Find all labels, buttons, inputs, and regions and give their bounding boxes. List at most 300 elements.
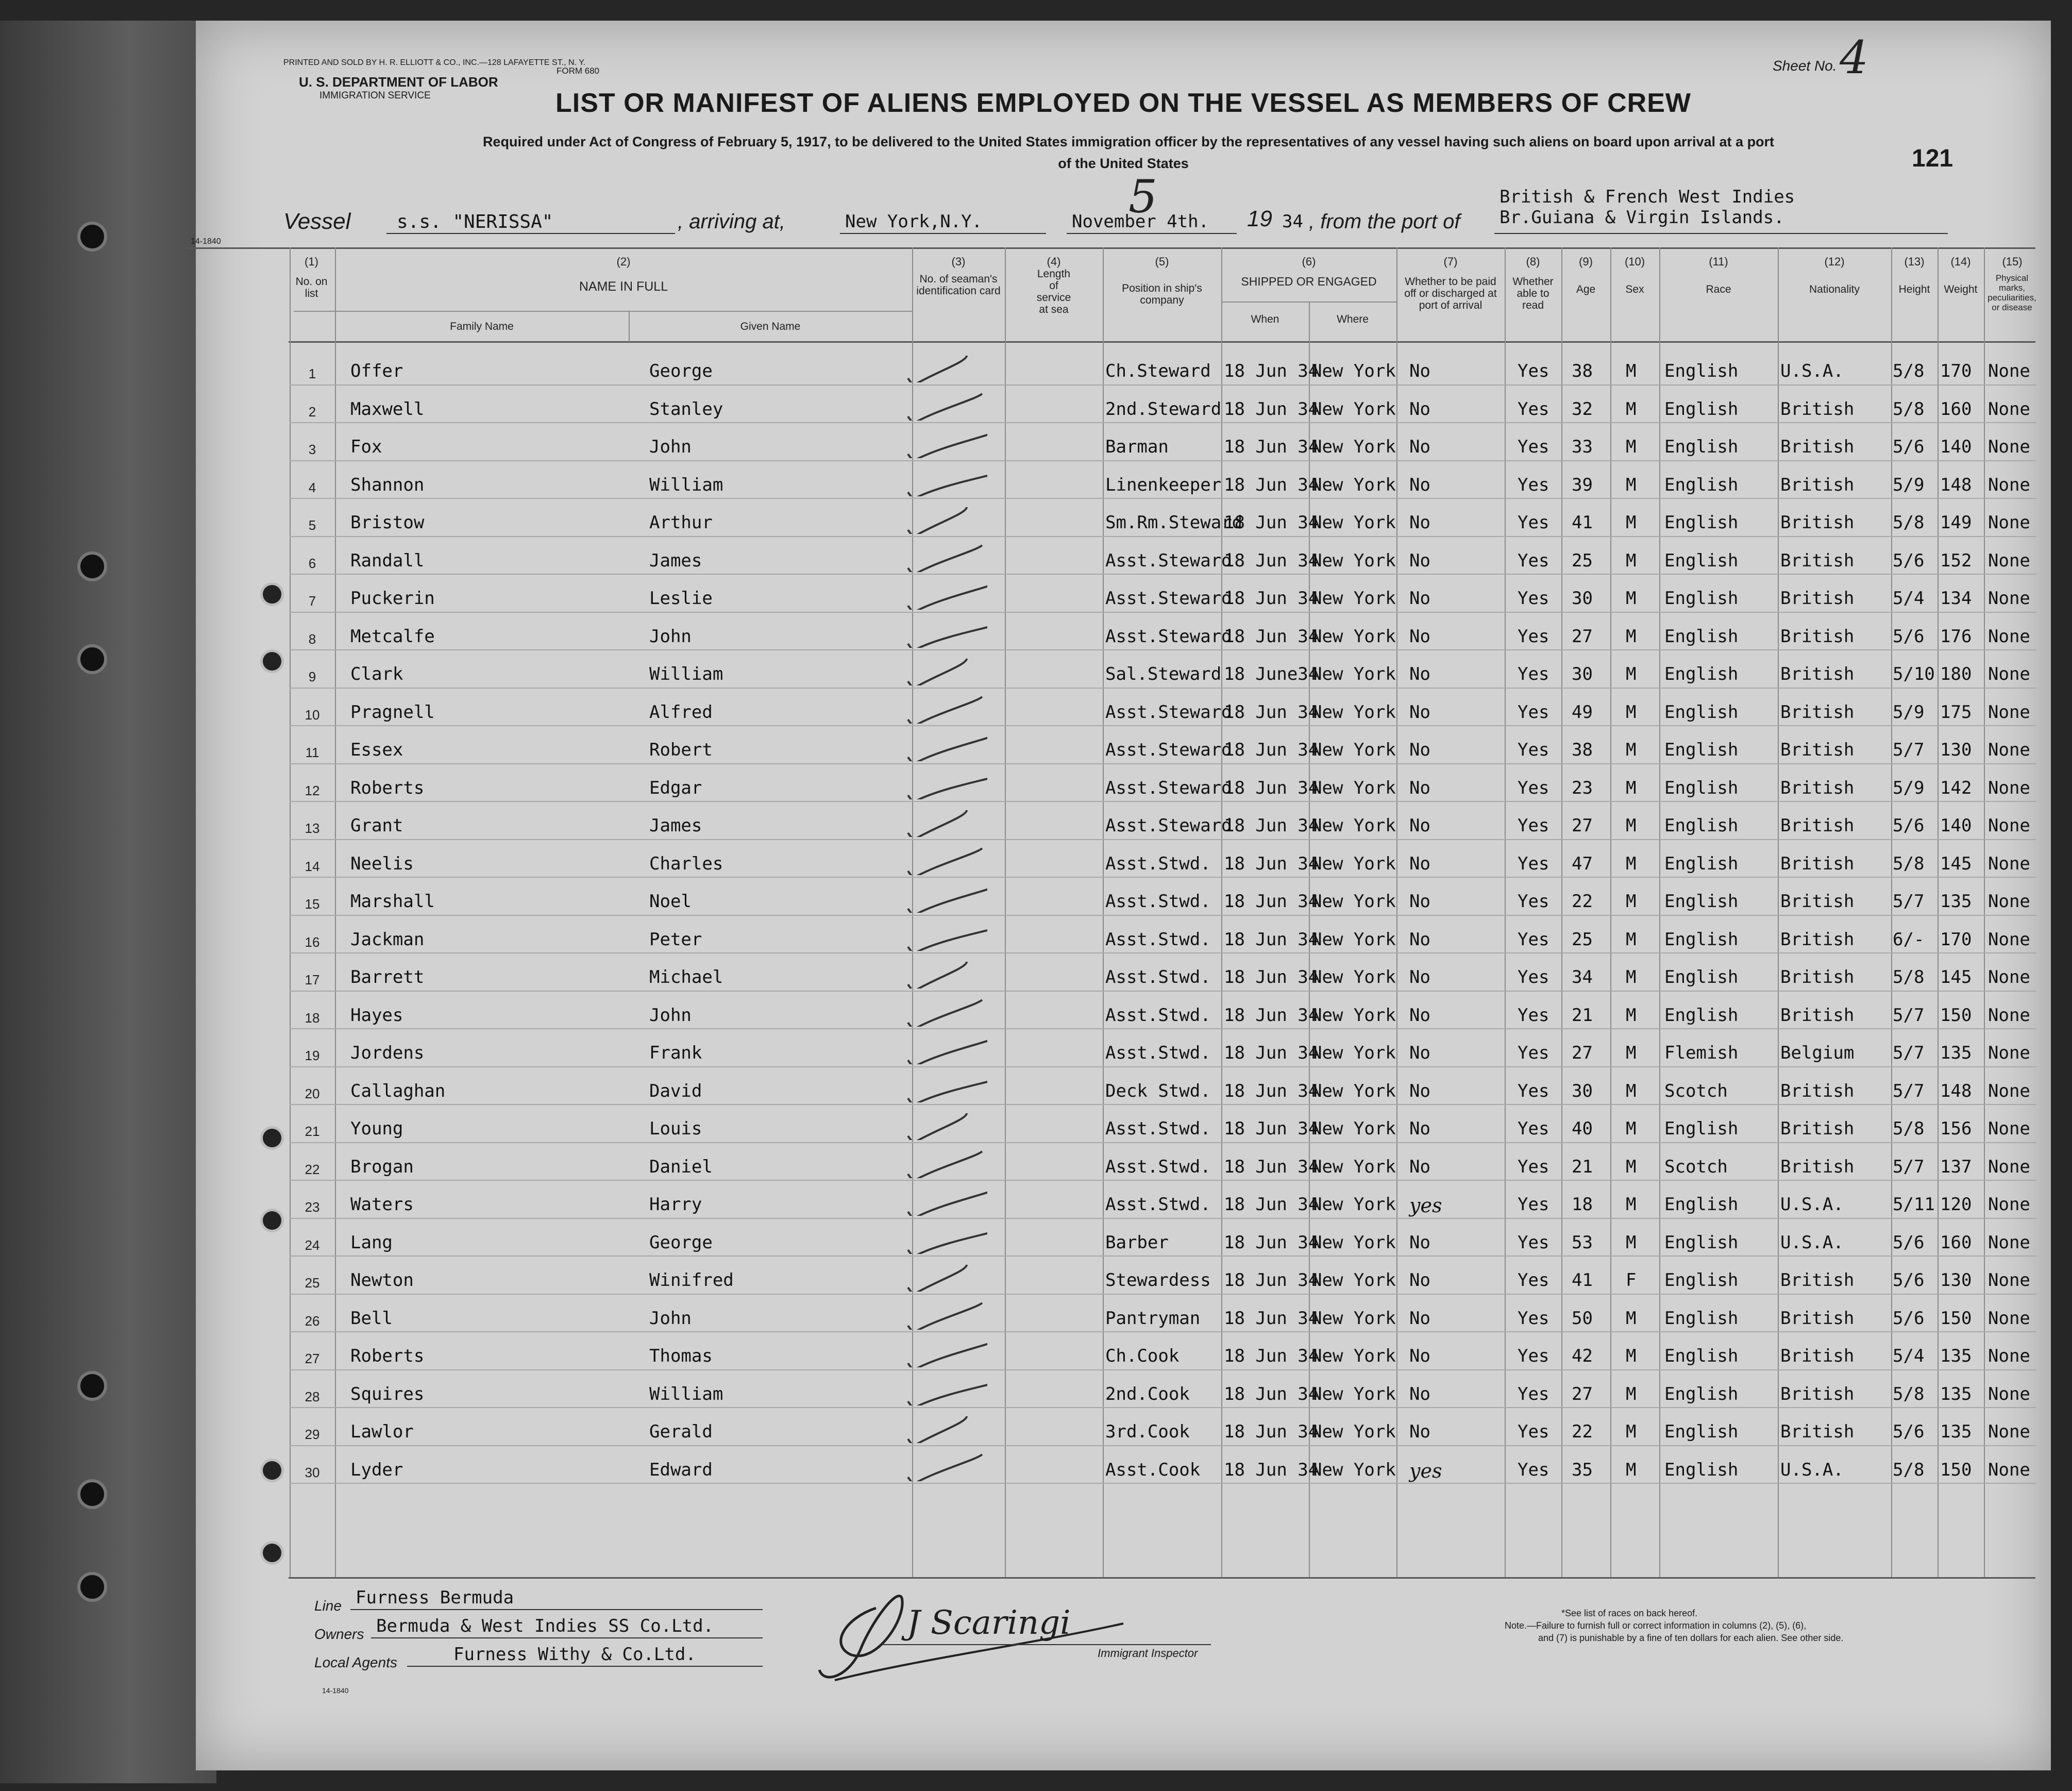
physical-marks: None xyxy=(1988,853,2030,874)
sex: M xyxy=(1626,1043,1637,1063)
physical-marks: None xyxy=(1988,929,2030,950)
given-name: William xyxy=(649,1383,723,1404)
shipped-when: 18 Jun 34 xyxy=(1224,1383,1319,1404)
family-name: Puckerin xyxy=(350,588,435,609)
row-rule xyxy=(290,877,2036,878)
age: 30 xyxy=(1572,588,1593,609)
shipped-when: 18 Jun 34 xyxy=(1224,1118,1319,1139)
shipped-where: New York xyxy=(1311,1118,1396,1139)
family-name: Bell xyxy=(350,1308,393,1329)
shipped-where: New York xyxy=(1311,853,1396,874)
shipped-where: New York xyxy=(1311,1308,1396,1329)
col-10-num: (10) xyxy=(1624,255,1645,268)
nationality: British xyxy=(1780,437,1855,457)
race: English xyxy=(1664,815,1739,836)
weight: 120 xyxy=(1940,1194,1972,1215)
row-rule xyxy=(290,839,2036,840)
race: English xyxy=(1664,1421,1739,1442)
physical-marks: None xyxy=(1988,701,2030,723)
row-number: 3 xyxy=(308,442,316,457)
check-mark xyxy=(905,882,987,913)
height: 5/6 xyxy=(1893,815,1925,836)
nationality: British xyxy=(1780,967,1855,987)
check-mark xyxy=(905,465,987,496)
race: English xyxy=(1664,1346,1739,1366)
race: English xyxy=(1664,1270,1739,1291)
position: Asst.Stwd. xyxy=(1105,929,1211,950)
family-name: Neelis xyxy=(350,853,414,874)
col-15-label: Physical marks, peculiarities, or disease xyxy=(1987,273,2036,312)
given-name: William xyxy=(649,664,723,684)
service-name: IMMIGRATION SERVICE xyxy=(319,90,431,101)
weight: 149 xyxy=(1940,512,1972,533)
check-mark xyxy=(905,1336,987,1367)
given-name: Michael xyxy=(649,967,723,987)
given-name: Louis xyxy=(649,1118,702,1139)
row-rule xyxy=(290,1407,2036,1408)
race: English xyxy=(1664,550,1739,571)
age: 30 xyxy=(1572,1080,1593,1101)
row-number: 20 xyxy=(305,1085,320,1101)
col-7-num: (7) xyxy=(1443,255,1458,268)
row-number: 1 xyxy=(308,366,316,381)
age: 23 xyxy=(1572,777,1593,798)
shipped-when: 18 Jun 34 xyxy=(1224,1080,1319,1101)
given-name: James xyxy=(649,550,702,571)
row-number: 10 xyxy=(305,707,320,723)
from-port-line-1: British & French West Indies xyxy=(1500,187,1795,207)
family-name: Jackman xyxy=(350,929,425,950)
nationality: U.S.A. xyxy=(1780,1232,1844,1253)
sex: M xyxy=(1626,1156,1637,1177)
line-value: Furness Bermuda xyxy=(356,1587,514,1608)
check-mark xyxy=(905,1147,987,1178)
row-number: 23 xyxy=(305,1199,320,1215)
sex: M xyxy=(1626,512,1637,533)
arriving-label: , arriving at, xyxy=(678,210,785,233)
shipped-where: New York xyxy=(1311,929,1396,950)
shipped-where: New York xyxy=(1311,1346,1396,1366)
manifest-title: LIST OR MANIFEST OF ALIENS EMPLOYED ON THE VESSEL AS MEMBERS OF CREW xyxy=(555,88,1691,118)
given-name: Charles xyxy=(649,853,723,874)
punch-hole xyxy=(260,1126,284,1150)
shipped-when: 18 Jun 34 xyxy=(1224,701,1319,723)
age: 49 xyxy=(1572,701,1593,723)
age: 40 xyxy=(1572,1118,1593,1139)
row-rule xyxy=(290,801,2036,802)
column-rule xyxy=(1778,247,1779,1577)
manifest-sheet xyxy=(191,21,2051,1770)
arrival-year: 34 xyxy=(1282,211,1303,232)
able-to-read: Yes xyxy=(1518,891,1549,912)
shipped-when: 18 Jun 34 xyxy=(1224,1459,1319,1480)
physical-marks: None xyxy=(1988,1383,2030,1404)
able-to-read: Yes xyxy=(1518,626,1549,647)
able-to-read: Yes xyxy=(1518,929,1549,950)
position: Pantryman xyxy=(1105,1308,1201,1329)
age: 27 xyxy=(1572,815,1593,836)
column-rule xyxy=(1984,247,1985,1577)
binder-hole xyxy=(77,551,107,581)
sex: M xyxy=(1626,550,1637,571)
paid-off: No xyxy=(1409,398,1430,420)
row-number: 6 xyxy=(308,555,316,571)
paid-off: No xyxy=(1409,929,1430,950)
weight: 180 xyxy=(1940,664,1972,684)
shipped-where: New York xyxy=(1311,398,1396,420)
age: 38 xyxy=(1572,740,1593,760)
from-port-line-2: Br.Guiana & Virgin Islands. xyxy=(1500,207,1784,228)
column-rule xyxy=(1891,247,1892,1577)
column-rule xyxy=(1561,247,1562,1577)
paid-off: No xyxy=(1409,701,1430,723)
nationality: British xyxy=(1780,1346,1855,1366)
physical-marks: None xyxy=(1988,1043,2030,1063)
weight: 145 xyxy=(1940,853,1972,874)
able-to-read: Yes xyxy=(1518,512,1549,533)
shipped-when: 18 Jun 34 xyxy=(1224,1156,1319,1177)
paid-off: No xyxy=(1409,361,1430,381)
sex: M xyxy=(1626,1459,1637,1480)
row-rule xyxy=(290,1369,2036,1370)
able-to-read: Yes xyxy=(1518,1270,1549,1291)
weight: 145 xyxy=(1940,967,1972,987)
paid-off: yes xyxy=(1409,1459,1442,1482)
paid-off: No xyxy=(1409,1421,1430,1442)
check-mark xyxy=(905,579,987,610)
position: Barber xyxy=(1105,1232,1169,1253)
paid-off: yes xyxy=(1409,1194,1442,1217)
able-to-read: Yes xyxy=(1518,1194,1549,1215)
shipped-where: New York xyxy=(1311,361,1396,381)
column-rule xyxy=(1610,247,1611,1577)
physical-marks: None xyxy=(1988,474,2030,495)
weight: 170 xyxy=(1940,361,1972,381)
shipped-when: 18 Jun 34 xyxy=(1224,626,1319,647)
age: 41 xyxy=(1572,512,1593,533)
shipped-when: 18 Jun 34 xyxy=(1224,512,1319,533)
shipped-when: 18 Jun 34 xyxy=(1224,777,1319,798)
height: 5/4 xyxy=(1893,588,1925,609)
col-1-num: (1) xyxy=(305,255,318,268)
col-9-label: Age xyxy=(1576,283,1596,295)
given-name: James xyxy=(649,815,702,836)
check-mark xyxy=(905,693,987,724)
column-rule xyxy=(290,247,291,1577)
binder-hole xyxy=(77,1572,107,1602)
nationality: British xyxy=(1780,550,1855,571)
row-number: 19 xyxy=(305,1048,320,1063)
shipped-where: New York xyxy=(1311,588,1396,609)
nationality: British xyxy=(1780,1421,1855,1442)
row-rule xyxy=(290,991,2036,992)
shipped-where: New York xyxy=(1311,626,1396,647)
row-rule xyxy=(290,1483,2036,1484)
row-rule xyxy=(290,384,2036,386)
weight: 175 xyxy=(1940,701,1972,723)
family-name: Clark xyxy=(350,664,403,684)
row-number: 12 xyxy=(305,782,320,798)
physical-marks: None xyxy=(1988,740,2030,760)
height: 5/8 xyxy=(1893,1118,1925,1139)
shipped-when: 18 Jun 34 xyxy=(1224,1308,1319,1329)
height: 5/11 xyxy=(1893,1194,1935,1215)
weight: 176 xyxy=(1940,626,1972,647)
row-rule xyxy=(290,688,2036,689)
race: English xyxy=(1664,1005,1739,1026)
able-to-read: Yes xyxy=(1518,1043,1549,1063)
physical-marks: None xyxy=(1988,1080,2030,1101)
sheet-label: Sheet No. xyxy=(1773,58,1837,74)
position: Asst.Steward xyxy=(1105,777,1232,798)
weight: 130 xyxy=(1940,1270,1972,1291)
paid-off: No xyxy=(1409,1346,1430,1366)
physical-marks: None xyxy=(1988,398,2030,420)
shipped-where: New York xyxy=(1311,1270,1396,1291)
able-to-read: Yes xyxy=(1518,1421,1549,1442)
sex: M xyxy=(1626,777,1637,798)
column-rule xyxy=(1938,247,1939,1577)
nationality: British xyxy=(1780,1005,1855,1026)
shipped-when: 18 Jun 34 xyxy=(1224,815,1319,836)
paid-off: No xyxy=(1409,891,1430,912)
shipped-when: 18 Jun 34 xyxy=(1224,361,1319,381)
able-to-read: Yes xyxy=(1518,967,1549,987)
nationality: Belgium xyxy=(1780,1043,1855,1063)
given-name: George xyxy=(649,361,713,381)
height: 5/7 xyxy=(1893,740,1925,760)
weight: 135 xyxy=(1940,1383,1972,1404)
shipped-where: New York xyxy=(1311,474,1396,495)
check-mark xyxy=(905,351,987,382)
age: 25 xyxy=(1572,929,1593,950)
nationality: British xyxy=(1780,664,1855,684)
line-label: Line xyxy=(314,1598,342,1614)
height: 5/9 xyxy=(1893,777,1925,798)
height: 5/6 xyxy=(1893,1232,1925,1253)
given-name: Robert xyxy=(649,740,713,760)
sex: M xyxy=(1626,664,1637,684)
weight: 134 xyxy=(1940,588,1972,609)
height: 5/6 xyxy=(1893,1421,1925,1442)
row-rule xyxy=(290,1066,2036,1067)
position: Asst.Stwd. xyxy=(1105,1005,1211,1026)
position: Asst.Stwd. xyxy=(1105,853,1211,874)
family-name: Essex xyxy=(350,740,403,760)
paid-off: No xyxy=(1409,777,1430,798)
inspector-signature xyxy=(814,1587,1278,1690)
family-name: Marshall xyxy=(350,891,435,912)
shipped-when: 18 Jun 34 xyxy=(1224,1270,1319,1291)
physical-marks: None xyxy=(1988,437,2030,457)
race: English xyxy=(1664,740,1739,760)
position: Asst.Steward xyxy=(1105,815,1232,836)
family-name: Grant xyxy=(350,815,403,836)
check-mark xyxy=(905,427,987,458)
row-number: 13 xyxy=(305,821,320,836)
physical-marks: None xyxy=(1988,588,2030,609)
arrival-date-correction: 5 xyxy=(1128,170,1157,223)
col-7-label: Whether to be paid off or discharged at port of arrival xyxy=(1404,276,1497,311)
able-to-read: Yes xyxy=(1518,474,1549,495)
shipped-where: New York xyxy=(1311,550,1396,571)
position: Asst.Stwd. xyxy=(1105,891,1211,912)
given-name: Edward xyxy=(649,1459,713,1480)
check-mark xyxy=(905,806,987,837)
col-6-when: When xyxy=(1251,313,1279,325)
column-rule xyxy=(1505,247,1506,1577)
col-14-label: Weight xyxy=(1944,283,1978,295)
col-15-num: (15) xyxy=(2002,255,2023,268)
physical-marks: None xyxy=(1988,1156,2030,1177)
nationality: British xyxy=(1780,1156,1855,1177)
race: English xyxy=(1664,664,1739,684)
col-8-label: Whether able to read xyxy=(1512,276,1554,311)
able-to-read: Yes xyxy=(1518,1118,1549,1139)
family-name: Lyder xyxy=(350,1459,403,1480)
arrival-port: New York,N.Y. xyxy=(845,211,983,232)
physical-marks: None xyxy=(1988,550,2030,571)
family-name: Squires xyxy=(350,1383,425,1404)
age: 50 xyxy=(1572,1308,1593,1329)
punch-hole xyxy=(260,1459,284,1482)
position: Asst.Stwd. xyxy=(1105,1043,1211,1063)
race: Scotch xyxy=(1664,1156,1728,1177)
punch-hole xyxy=(260,1209,284,1232)
able-to-read: Yes xyxy=(1518,1156,1549,1177)
sex: M xyxy=(1626,701,1637,723)
nationality: British xyxy=(1780,398,1855,420)
given-name: Peter xyxy=(649,929,702,950)
vessel-label: Vessel xyxy=(283,209,351,234)
given-name: Leslie xyxy=(649,588,713,609)
position: Asst.Stwd. xyxy=(1105,1118,1211,1139)
check-mark xyxy=(905,1033,987,1064)
vessel-name: s.s. "NERISSA" xyxy=(397,211,553,232)
shipped-where: New York xyxy=(1311,891,1396,912)
position: Asst.Steward xyxy=(1105,588,1232,609)
weight: 148 xyxy=(1940,474,1972,495)
physical-marks: None xyxy=(1988,1308,2030,1329)
family-name: Newton xyxy=(350,1270,414,1291)
column-rule xyxy=(1396,247,1397,1577)
able-to-read: Yes xyxy=(1518,701,1549,723)
sex: M xyxy=(1626,1080,1637,1101)
nationality: British xyxy=(1780,701,1855,723)
age: 22 xyxy=(1572,1421,1593,1442)
family-name: Callaghan xyxy=(350,1080,446,1101)
row-rule xyxy=(290,460,2036,461)
physical-marks: None xyxy=(1988,1232,2030,1253)
position: Asst.Steward xyxy=(1105,550,1232,571)
given-name: Thomas xyxy=(649,1346,713,1366)
race: English xyxy=(1664,1383,1739,1404)
row-number: 8 xyxy=(308,631,316,647)
shipped-when: 18 Jun 34 xyxy=(1224,1043,1319,1063)
race: English xyxy=(1664,967,1739,987)
position: Linenkeeper xyxy=(1105,474,1222,495)
physical-marks: None xyxy=(1988,1005,2030,1026)
paid-off: No xyxy=(1409,1118,1430,1139)
check-mark xyxy=(905,1450,987,1481)
family-name: Offer xyxy=(350,361,403,381)
row-rule xyxy=(290,763,2036,764)
nationality: British xyxy=(1780,474,1855,495)
given-name: John xyxy=(649,626,692,647)
given-name: David xyxy=(649,1080,702,1101)
nationality: British xyxy=(1780,740,1855,760)
height: 5/9 xyxy=(1893,474,1925,495)
check-mark xyxy=(905,1109,987,1140)
given-name: John xyxy=(649,1005,692,1026)
nationality: British xyxy=(1780,777,1855,798)
shipped-when: 18 Jun 34 xyxy=(1224,588,1319,609)
sex: M xyxy=(1626,1194,1637,1215)
sex: M xyxy=(1626,1421,1637,1442)
shipped-where: New York xyxy=(1311,701,1396,723)
paid-off: No xyxy=(1409,740,1430,760)
race: Scotch xyxy=(1664,1080,1728,1101)
weight: 150 xyxy=(1940,1459,1972,1480)
col-6-num: (6) xyxy=(1302,255,1316,268)
height: 5/6 xyxy=(1893,437,1925,457)
able-to-read: Yes xyxy=(1518,1005,1549,1026)
punch-hole xyxy=(260,582,284,606)
height: 6/- xyxy=(1893,929,1925,950)
shipped-where: New York xyxy=(1311,1080,1396,1101)
sex: M xyxy=(1626,626,1637,647)
able-to-read: Yes xyxy=(1518,361,1549,381)
height: 5/7 xyxy=(1893,1005,1925,1026)
family-name: Hayes xyxy=(350,1005,403,1026)
nationality: British xyxy=(1780,1308,1855,1329)
shipped-when: 18 Jun 34 xyxy=(1224,1194,1319,1215)
note-races: *See list of races on back hereof. xyxy=(1561,1608,1698,1618)
nationality: British xyxy=(1780,1080,1855,1101)
nationality: British xyxy=(1780,929,1855,950)
position: Sm.Rm.Steward xyxy=(1105,512,1243,533)
row-rule xyxy=(290,1294,2036,1295)
column-rule xyxy=(335,247,336,1577)
family-name: Jordens xyxy=(350,1043,425,1063)
race: English xyxy=(1664,437,1739,457)
position: Asst.Steward xyxy=(1105,626,1232,647)
binder-hole xyxy=(77,1371,107,1401)
row-number: 14 xyxy=(305,858,320,874)
row-number: 2 xyxy=(308,404,316,420)
able-to-read: Yes xyxy=(1518,1383,1549,1404)
row-number: 5 xyxy=(308,517,316,533)
row-rule xyxy=(290,725,2036,726)
family-name: Maxwell xyxy=(350,398,425,420)
col-10-label: Sex xyxy=(1625,283,1644,295)
age: 34 xyxy=(1572,967,1593,987)
race: English xyxy=(1664,474,1739,495)
check-mark xyxy=(905,1412,987,1443)
height: 5/8 xyxy=(1893,512,1925,533)
col-4-num: (4) xyxy=(1047,255,1061,268)
age: 27 xyxy=(1572,1043,1593,1063)
binder-hole xyxy=(77,222,107,252)
position: Asst.Stwd. xyxy=(1105,1194,1211,1215)
family-name: Metcalfe xyxy=(350,626,435,647)
shipped-where: New York xyxy=(1311,1005,1396,1026)
age: 39 xyxy=(1572,474,1593,495)
physical-marks: None xyxy=(1988,815,2030,836)
sex: M xyxy=(1626,891,1637,912)
shipped-where: New York xyxy=(1311,1459,1396,1480)
height: 5/4 xyxy=(1893,1346,1925,1366)
